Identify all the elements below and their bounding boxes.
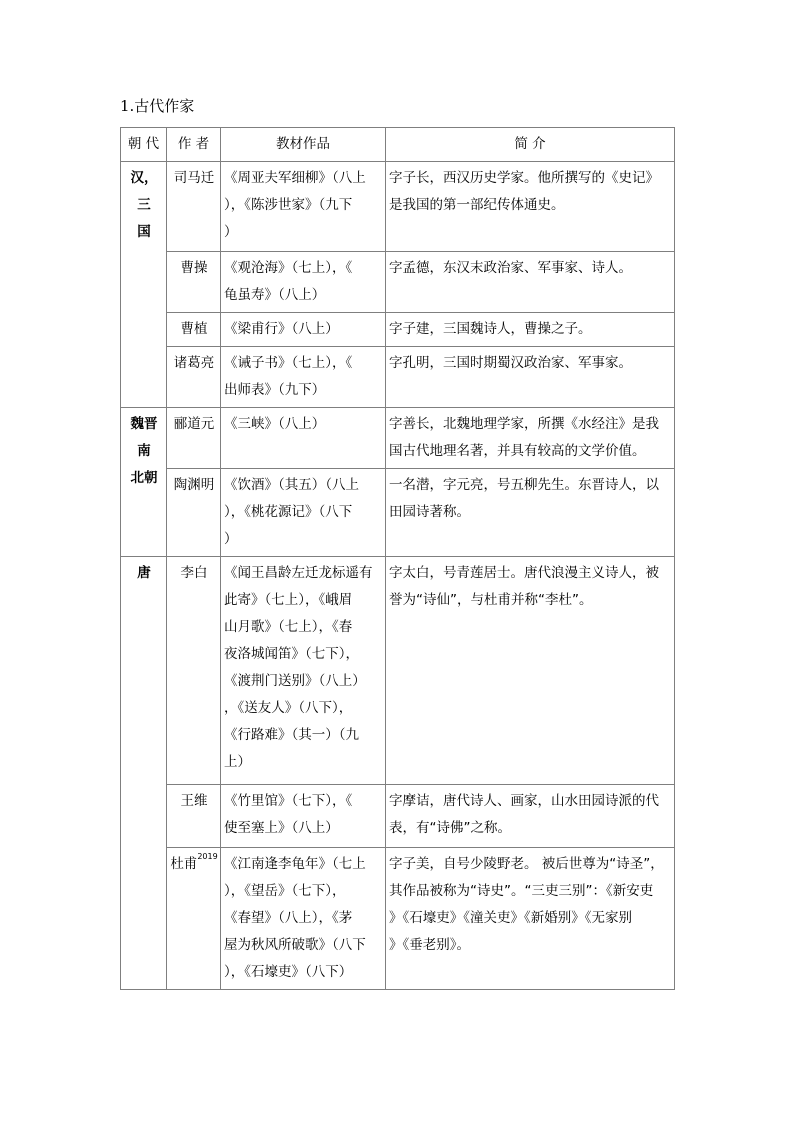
intro-line: 》《垂老别》。: [389, 937, 470, 953]
author-name: 陶渊明: [173, 477, 215, 493]
intro-line: 》《石壕吏》《潼关吏》《新婚别》《无家别: [389, 910, 632, 926]
intro-cell: [386, 848, 675, 990]
table-row: [121, 347, 675, 408]
intro-line: 字子建，三国魏诗人，曹操之子。: [389, 321, 592, 337]
table-body: [121, 162, 675, 990]
table-row: [121, 252, 675, 313]
dynasty-cell: [121, 162, 167, 408]
works-line: ）: [224, 224, 238, 240]
dynasty-cell: [121, 557, 167, 990]
works-line: ），《桃花源记》（八下: [224, 504, 353, 520]
intro-cell: [386, 557, 675, 785]
author-cell: [167, 162, 221, 252]
works-cell: [221, 469, 386, 557]
author-name: 曹植: [180, 321, 208, 337]
intro-cell: [386, 408, 675, 469]
works-line: 山月歌》（七上），《春: [224, 619, 353, 635]
intro-line: 田园诗著称。: [389, 504, 470, 520]
works-line: 《行路难》（其一）（九: [224, 727, 359, 743]
ancient-writers-table: [120, 127, 675, 990]
dynasty-line: 汉，三: [130, 170, 158, 213]
works-cell: [221, 408, 386, 469]
author-cell: [167, 785, 221, 848]
author-name: 司马迁: [173, 170, 215, 186]
intro-cell: [386, 252, 675, 313]
intro-line: 一名潜，字元亮，号五柳先生。东晋诗人，以: [389, 477, 659, 493]
intro-line: 字善长，北魏地理学家，所撰《水经注》是我: [389, 416, 659, 432]
intro-line: 字太白，号青莲居士。唐代浪漫主义诗人，被: [389, 565, 659, 581]
intro-line: 誉为“诗仙”，与杜甫并称“李杜”。: [389, 592, 593, 608]
works-line: 使至塞上》（八上）: [224, 820, 339, 836]
table-row: [121, 848, 675, 990]
table-row: [121, 408, 675, 469]
works-line: 《闻王昌龄左迁龙标遥有: [224, 565, 373, 581]
intro-cell: [386, 162, 675, 252]
intro-line: 字子美，自号少陵野老。 被后世尊为“诗圣”，: [389, 856, 664, 872]
works-line: 出师表》（九下）: [224, 382, 326, 398]
works-line: 《梁甫行》（八上）: [224, 321, 339, 337]
header-dynasty: 朝 代: [121, 128, 167, 162]
works-line: 《诫子书》（七上），《: [224, 355, 353, 371]
intro-line: 字子长，西汉历史学家。他所撰写的《史记》: [389, 170, 659, 186]
intro-line: 是我国的第一部纪传体通史。: [389, 197, 565, 213]
author-name: 杜甫: [170, 856, 198, 872]
intro-cell: [386, 785, 675, 848]
works-line: 《竹里馆》（七下），《: [224, 793, 353, 809]
works-line: 《江南逢李龟年》（七上: [224, 856, 366, 872]
works-cell: [221, 162, 386, 252]
header-author: 作 者: [167, 128, 221, 162]
works-line: ），《石壕吏》（八下）: [224, 964, 353, 980]
works-line: 屋为秋风所破歌》（八下: [224, 937, 366, 953]
intro-cell: [386, 313, 675, 347]
author-cell: [167, 848, 221, 990]
table-row: [121, 469, 675, 557]
header-intro: 简 介: [386, 128, 675, 162]
table-row: [121, 313, 675, 347]
table-row: [121, 162, 675, 252]
works-line: ），《陈涉世家》（九下: [224, 197, 353, 213]
table-header-row: [121, 128, 675, 162]
intro-line: 表，有“诗佛”之称。: [389, 820, 511, 836]
intro-cell: [386, 469, 675, 557]
author-cell: [167, 347, 221, 408]
author-cell: [167, 469, 221, 557]
author-cell: [167, 313, 221, 347]
works-line: ），《望岳》（七下），: [224, 883, 346, 899]
works-line: 《观沧海》（七上），《: [224, 260, 353, 276]
intro-cell: [386, 347, 675, 408]
dynasty-line: 国: [137, 224, 151, 240]
works-line: ，《送友人》（八下），: [224, 700, 353, 716]
works-line: 《周亚夫军细柳》（八上: [224, 170, 366, 186]
author-cell: [167, 252, 221, 313]
works-line: 龟虽寿》（八上）: [224, 287, 326, 303]
author-name: 王维: [180, 793, 208, 809]
works-line: 上）: [224, 754, 251, 770]
intro-line: 国古代地理名著，并具有较高的文学价值。: [389, 443, 646, 459]
table-row: [121, 557, 675, 785]
intro-line: 字孔明，三国时期蜀汉政治家、军事家。: [389, 355, 632, 371]
author-cell: [167, 408, 221, 469]
dynasty-line: 魏晋南: [130, 416, 158, 459]
intro-line: 其作品被称为“诗史”。“三吏三别”：《新安吏: [389, 883, 654, 899]
works-line: 《饮酒》（其五）（八上: [224, 477, 359, 493]
section-heading: 1.古代作家: [120, 97, 195, 115]
works-line: 《渡荆门送别》（八上）: [224, 673, 366, 689]
works-line: 此寄》（七上），《峨眉: [224, 592, 353, 608]
works-cell: [221, 848, 386, 990]
works-line: 《春望》（八上），《茅: [224, 910, 353, 926]
author-year-mark: 2019: [197, 852, 218, 861]
works-line: ）: [224, 531, 238, 547]
author-cell: [167, 557, 221, 785]
works-line: 《三峡》（八上）: [224, 416, 326, 432]
works-cell: [221, 557, 386, 785]
dynasty-line: 北朝: [130, 470, 158, 486]
works-cell: [221, 347, 386, 408]
works-cell: [221, 313, 386, 347]
works-line: 夜洛城闻笛》（七下），: [224, 646, 359, 662]
dynasty-cell: [121, 408, 167, 557]
works-cell: [221, 252, 386, 313]
works-cell: [221, 785, 386, 848]
author-name: 李白: [180, 565, 208, 581]
intro-line: 字孟德，东汉末政治家、军事家、诗人。: [389, 260, 632, 276]
header-works: 教材作品: [221, 128, 386, 162]
dynasty-line: 唐: [137, 565, 151, 581]
author-name: 诸葛亮: [173, 355, 215, 371]
author-name: 曹操: [180, 260, 208, 276]
intro-line: 字摩诘，唐代诗人、画家，山水田园诗派的代: [389, 793, 659, 809]
author-name: 郦道元: [173, 416, 215, 432]
table-row: [121, 785, 675, 848]
